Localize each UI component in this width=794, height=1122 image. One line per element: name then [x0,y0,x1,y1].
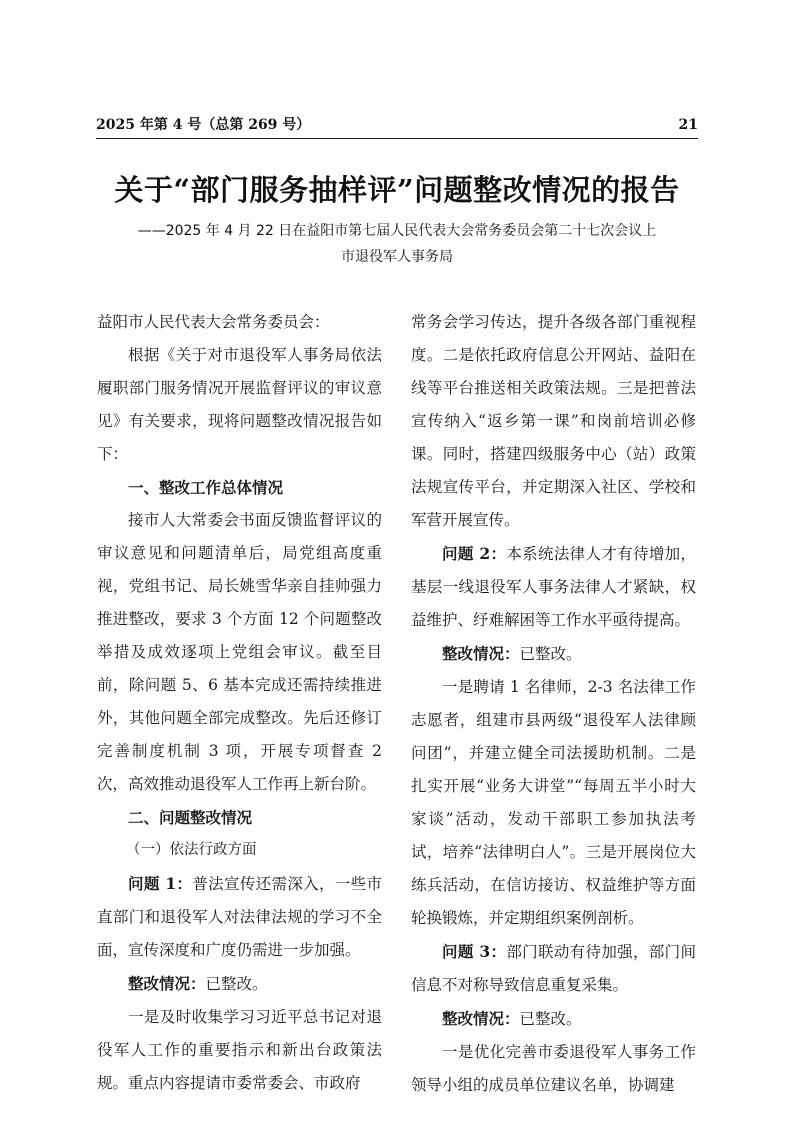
issue-paragraph [411,935,696,1002]
status-text: 已整改。 [519,645,582,663]
subsection-heading: （一）依法行政方面 [126,842,257,858]
issue-label: 问题 1： [128,874,193,893]
left-column [97,306,382,1100]
measure-paragraph: 一是及时收集学习习近平总书记对退役军人工作的重要指示和新出台政策法规。重点内容提请市委常委会、市政府 [97,1008,382,1092]
section-paragraph: 接市人大常委会书面反馈监督评议的审议意见和问题清单后，局党组高度重视，党组书记、局长姚雪华亲自挂帅强力推进整改，要求 3 个方面 12 个问题整改举措及成效逐项上党组会审议。截至目前，除问题 5、6 基本完成还需持续推进外，其他问题全部完成整改。先后还修订完善制度机制 3 项，开展专项督查 2 次，高效推动退役军人工作再上新台阶。 [97,511,382,793]
running-header [96,116,698,134]
status-label: 整改情况： [442,644,520,663]
salutation: 益阳市人民代表大会常务委员会： [97,313,330,331]
issue-text: 部门联动有待加强，部门间信息不对称导致信息重复采集。 [411,943,696,994]
issue-text: 普法宣传还需深入，一些市直部门和退役军人对法律法规的学习不全面，宣传深度和广度仍需进一步加强。 [97,875,382,959]
status-paragraph [411,1002,696,1036]
continued-paragraph: 常务会学习传达，提升各级各部门重视程度。二是依托政府信息公开网站、益阳在线等平台推送相关政策法规。三是把普法宣传纳入“返乡第一课”和岗前培训必修课。同时，搭建四级服务中心（站）政策法规宣传平台，并定期深入社区、学校和军营开展宣传。 [411,313,696,529]
issue-label: 问题 2： [442,544,507,563]
document-author: 市退役军人事务局 [341,249,453,265]
issue-number: 2025 年第 4 号（总第 269 号） [96,117,311,133]
issue-paragraph [411,537,696,637]
section-heading: 二、问题整改情况 [128,808,253,827]
issue-label: 问题 3： [442,942,507,961]
issue-text: 本系统法律人才有待增加，基层一线退役军人事务法律人才紧缺，权益维护、纾难解困等工作水平亟待提高。 [411,545,696,629]
measure-paragraph: 一是优化完善市委退役军人事务工作领导小组的成员单位建议名单，协调建 [411,1043,696,1094]
status-text: 已整改。 [519,1010,582,1028]
document-subtitle: ——2025 年 4 月 22 日在益阳市第七届人民代表大会常务委员会第二十七次会议上 [137,223,657,239]
status-label: 整改情况： [442,1009,520,1028]
document-title: 关于“部门服务抽样评”问题整改情况的报告 [114,173,680,207]
measure-paragraph: 一是聘请 1 名律师，2-3 名法律工作志愿者，组建市县两级“退役军人法律顾问团”，并建立健全司法援助机制。二是扎实开展“业务大讲堂”“每周五半小时大家谈”活动，发动干部职工参加执法考试，培养“法律明白人”。三是开展岗位大练兵活动，在信访接访、权益维护等方面轮换锻炼，并定期组织案例剖析。 [411,678,696,927]
section-heading: 一、整改工作总体情况 [128,478,284,497]
status-label: 整改情况： [128,974,206,993]
right-column [411,306,696,1102]
issue-paragraph [97,867,382,967]
page-number: 21 [678,117,698,133]
status-paragraph [411,637,696,671]
intro-paragraph: 根据《关于对市退役军人事务局依法履职部门服务情况开展监督评议的审议意见》有关要求，现将问题整改情况报告如下： [97,346,382,463]
status-text: 已整改。 [205,975,268,993]
status-paragraph [97,967,382,1001]
header-divider [96,138,698,139]
